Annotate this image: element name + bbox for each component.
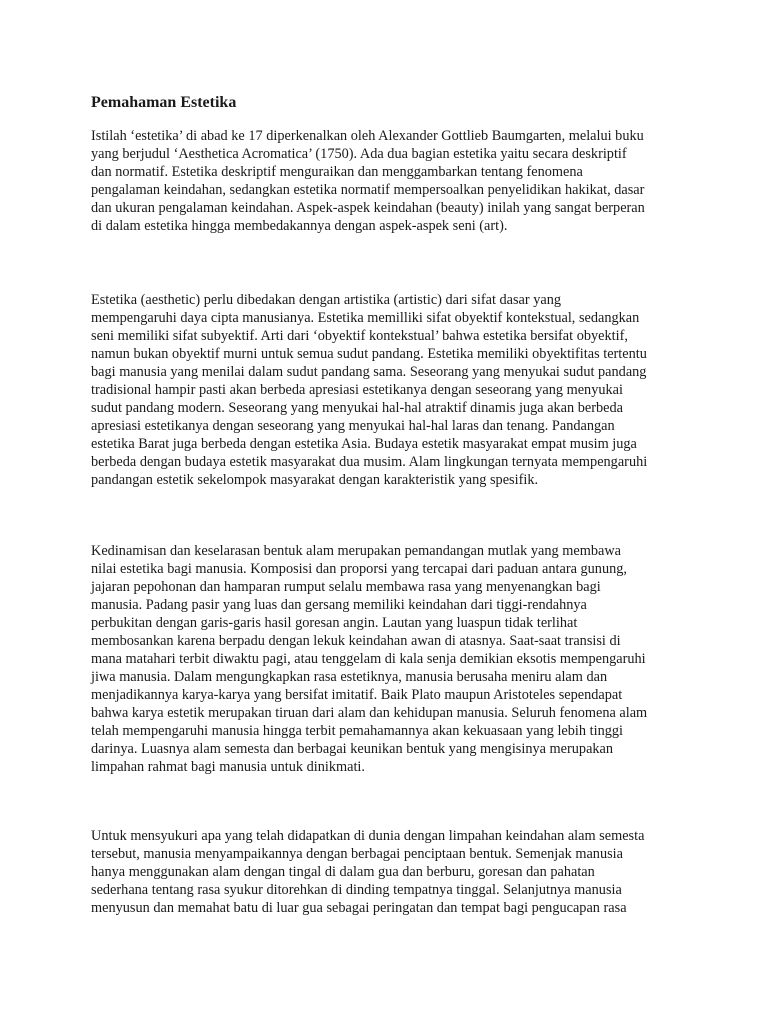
paragraph-line: apresiasi estetikanya dengan seseorang yang menyukai hal-hal laras dan tenang. Pandangan — [91, 418, 615, 434]
paragraph-line: dan normatif. Estetika deskriptif menguraikan dan menggambarkan tentang fenomena — [91, 164, 583, 180]
paragraph-line: seni memiliki sifat subyektif. Arti dari ‘obyektif kontekstual’ bahwa estetika bersifat obyektif, — [91, 328, 628, 344]
paragraph-line: mempengaruhi daya cipta manusianya. Estetika memilliki sifat obyektif kontekstual, sedangkan — [91, 310, 640, 326]
paragraph-line: bagi manusia yang menilai dalam sudut pandang sama. Seseorang yang menyukai sudut pandang — [91, 364, 647, 380]
paragraph-line: jajaran pepohonan dan hamparan rumput selalu membawa rasa yang menyenangkan bagi — [91, 579, 601, 595]
paragraph-line: perbukitan dengan garis-garis hasil goresan angin. Lautan yang luaspun tidak terlihat — [91, 615, 578, 631]
paragraph-line: sudut pandang modern. Seseorang yang menyukai hal-hal atraktif dinamis juga akan berbeda — [91, 400, 623, 416]
paragraph-line: mana matahari terbit diwaktu pagi, atau tenggelam di kala senja demikian eksotis mempengaruhi — [91, 651, 646, 667]
paragraph-line: estetika Barat juga berbeda dengan estetika Asia. Budaya estetik masyarakat empat musim juga — [91, 436, 637, 452]
paragraph-line: menyusun dan memahat batu di luar gua sebagai peringatan dan tempat bagi pengucapan rasa — [91, 900, 627, 916]
paragraph-line: bahwa karya estetik merupakan tiruan dari alam dan kehidupan manusia. Seluruh fenomena alam — [91, 705, 648, 721]
paragraph-line: Untuk mensyukuri apa yang telah didapatkan di dunia dengan limpahan keindahan alam semesta — [91, 828, 645, 844]
paragraph-line: tersebut, manusia menyampaikannya dengan berbagai penciptaan bentuk. Semenjak manusia — [91, 846, 623, 862]
paragraph-line: dan ukuran pengalaman keindahan. Aspek-aspek keindahan (beauty) inilah yang sangat berperan — [91, 200, 645, 216]
paragraph-1 — [91, 127, 681, 235]
paragraph-line: jiwa manusia. Dalam mengungkapkan rasa estetiknya, manusia berusaha meniru alam dan — [91, 669, 608, 685]
paragraph-line: pandangan estetik sekelompok masyarakat dengan karakteristik yang spesifik. — [91, 472, 539, 488]
paragraph-line: berbeda dengan budaya estetik masyarakat dua musim. Alam lingkungan ternyata mempengaruhi — [91, 454, 648, 470]
paragraph-3 — [91, 542, 681, 776]
paragraph-line: Kedinamisan dan keselarasan bentuk alam merupakan pemandangan mutlak yang membawa — [91, 543, 621, 559]
paragraph-line: manusia. Padang pasir yang luas dan gersang memiliki keindahan dari tiggi-rendahnya — [91, 597, 587, 613]
page-title: Pemahaman Estetika — [91, 94, 237, 111]
paragraph-line: di dalam estetika hingga membedakannya dengan aspek-aspek seni (art). — [91, 218, 508, 234]
paragraph-line: menjadikannya karya-karya yang bersifat imitatif. Baik Plato maupun Aristoteles sependapat — [91, 687, 623, 703]
paragraph-line: hanya menggunakan alam dengan tingal di dalam gua dan berburu, goresan dan pahatan — [91, 864, 595, 880]
paragraph-line: tradisional hampir pasti akan berbeda apresiasi estetikanya dengan seseorang yang menyukai — [91, 382, 623, 398]
paragraph-line: pengalaman keindahan, sedangkan estetika normatif mempersoalkan penyelidikan hakikat, dasar — [91, 182, 645, 198]
paragraph-line: membosankan karena berpadu dengan lekuk keindahan awan di atasnya. Saat-saat transisi di — [91, 633, 621, 649]
paragraph-2 — [91, 291, 681, 489]
paragraph-line: yang berjudul ‘Aesthetica Acromatica’ (1750). Ada dua bagian estetika yaitu secara deskriptif — [91, 146, 627, 162]
paragraph-line: sederhana tentang rasa syukur ditorehkan di dinding tempatnya tinggal. Selanjutnya manusia — [91, 882, 622, 898]
paragraph-line: darinya. Luasnya alam semesta dan berbagai keunikan bentuk yang mengisinya merupakan — [91, 741, 614, 757]
paragraph-line: namun bukan obyektif murni untuk semua sudut pandang. Estetika memiliki obyektifitas tertentu — [91, 346, 647, 362]
paragraph-line: Estetika (aesthetic) perlu dibedakan dengan artistika (artistic) dari sifat dasar yang — [91, 292, 562, 308]
paragraph-4 — [91, 827, 681, 917]
paragraph-line: telah mempengaruhi manusia hingga terbit pemahamannya akan kekuasaan yang lebih tinggi — [91, 723, 623, 739]
paragraph-line: nilai estetika bagi manusia. Komposisi dan proporsi yang tercapai dari paduan antara gunung, — [91, 561, 627, 577]
paragraph-line: limpahan rahmat bagi manusia untuk dinikmati. — [91, 759, 365, 775]
paragraph-line: Istilah ‘estetika’ di abad ke 17 diperkenalkan oleh Alexander Gottlieb Baumgarten, melalui buku — [91, 128, 644, 144]
